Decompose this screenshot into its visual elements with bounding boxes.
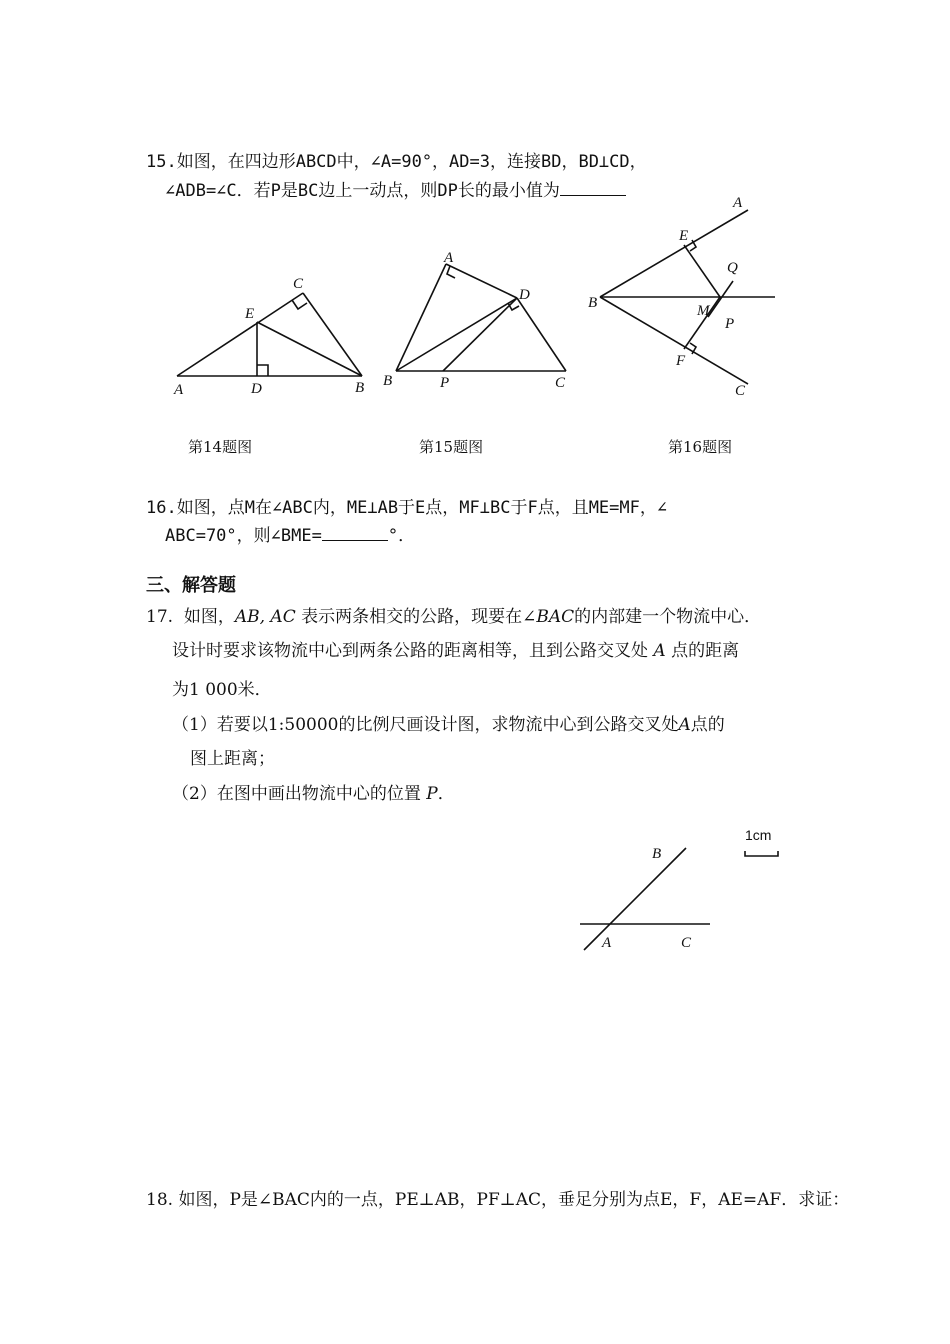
fig14-right-angle-D: [257, 365, 268, 376]
fig15-label-P: P: [440, 375, 450, 391]
fig15-segment-BA: [396, 264, 446, 371]
q16-line2: [165, 524, 415, 547]
figure-17: [570, 820, 800, 960]
q16-line2-end: °．: [387, 526, 416, 546]
fig14-segment-AC: [177, 293, 303, 376]
fig14-label-C: C: [293, 276, 304, 292]
q17-line3: 为1 000米．: [172, 680, 272, 700]
q15-line1: 15.如图，在四边形ABCD中，∠A=90°，AD=3，连接BD，BD⊥CD，: [146, 152, 647, 172]
figures-row: [0, 190, 950, 420]
fig15-right-angle-D: [508, 303, 519, 310]
q17-text-2c: 点的距离: [671, 641, 740, 661]
q17-part2: [172, 783, 455, 805]
q17-text-1d: ∠BAC: [522, 607, 575, 627]
fig17-label-A: A: [602, 935, 612, 951]
fig17-road-AB: [584, 848, 686, 950]
q17-part2-b: P: [426, 784, 438, 804]
q16-line2-text: ABC=70°，则∠BME=: [165, 526, 322, 546]
q17-part1: [172, 714, 725, 736]
q17-part1-a: （1）若要以: [172, 715, 268, 735]
fig15-label-C: C: [555, 375, 566, 391]
fig14-segment-CB: [303, 293, 362, 376]
q18-line1: 18. 如图，P是∠BAC内的一点，PE⊥AB，PF⊥AC，垂足分别为点E，F，AE=AF．求证：: [146, 1190, 850, 1210]
q17-text-1b: AB, AC: [234, 607, 296, 627]
fig16-label-Q: Q: [727, 260, 738, 276]
fig16-caption: 第16题图: [668, 438, 733, 456]
figure-16: [588, 195, 775, 399]
fig14-right-angle-C: [292, 300, 307, 309]
fig15-segment-PD: [443, 298, 517, 371]
q17-part2-a: （2）在图中画出物流中心的位置: [172, 784, 421, 804]
q17-text-1c: 表示两条相交的公路，现要在: [301, 607, 523, 627]
q17-part1-e: 点的: [690, 715, 725, 735]
q17-line1: [146, 606, 761, 628]
q17-part1-d: A: [678, 715, 691, 735]
fig16-label-M: M: [697, 303, 710, 319]
fig15-label-B: B: [383, 373, 393, 389]
fig17-label-C: C: [681, 935, 692, 951]
fig17-scale-bar: [745, 851, 778, 856]
fig16-label-A: A: [733, 195, 743, 211]
fig17-label-B: B: [652, 846, 662, 862]
q17-part2-c: ．: [437, 784, 455, 804]
fig15-caption: 第15题图: [419, 438, 484, 456]
fig14-segment-EB: [257, 322, 362, 376]
fig14-label-D: D: [251, 381, 262, 397]
fig16-ray-BA: [600, 210, 748, 297]
fig15-label-D: D: [519, 287, 530, 303]
q17-number: 17.: [146, 607, 174, 627]
q17-part1-b: 1:50000: [267, 715, 339, 735]
q16-answer-blank: [322, 524, 388, 541]
fig16-segment-EM: [684, 245, 720, 297]
figure-15: [383, 250, 566, 391]
fig14-label-A: A: [174, 382, 184, 398]
fig16-label-B: B: [588, 295, 598, 311]
fig17-scale-label: 1cm: [745, 827, 772, 843]
q17-text-1a: 如图，: [183, 607, 235, 627]
q17-part1-line2: 图上距离；: [190, 749, 275, 769]
figure-14: [173, 276, 364, 398]
fig16-label-E: E: [679, 228, 689, 244]
q16-line1: 16.如图，点M在∠ABC内，ME⊥AB于E点，MF⊥BC于F点，且ME=MF，∠: [146, 498, 668, 518]
fig16-label-C: C: [735, 383, 746, 399]
fig14-label-B: B: [355, 380, 365, 396]
fig14-caption: 第14题图: [188, 438, 253, 456]
fig16-ray-BC: [600, 297, 748, 384]
q17-part1-c: 的比例尺画设计图，求物流中心到公路交叉处: [338, 715, 679, 735]
section-title: 三、解答题: [146, 575, 236, 596]
q17-text-2a: 设计时要求该物流中心到两条公路的距离相等，且到公路交叉处: [172, 641, 648, 661]
fig15-segment-BD: [396, 298, 517, 371]
fig15-label-A: A: [444, 250, 454, 266]
fig15-segment-DC: [517, 298, 566, 371]
q17-text-1e: 的内部建一个物流中心．: [574, 607, 762, 627]
q17-text-2b: A: [653, 641, 666, 661]
q17-line2: [172, 640, 739, 662]
q15-line2-text: ∠ADB=∠C．若P是BC边上一动点，则DP长的最小值为: [165, 181, 560, 201]
fig16-label-F: F: [676, 353, 686, 369]
fig15-segment-AD: [446, 264, 517, 298]
fig16-label-P: P: [725, 316, 735, 332]
fig14-label-E: E: [245, 306, 255, 322]
